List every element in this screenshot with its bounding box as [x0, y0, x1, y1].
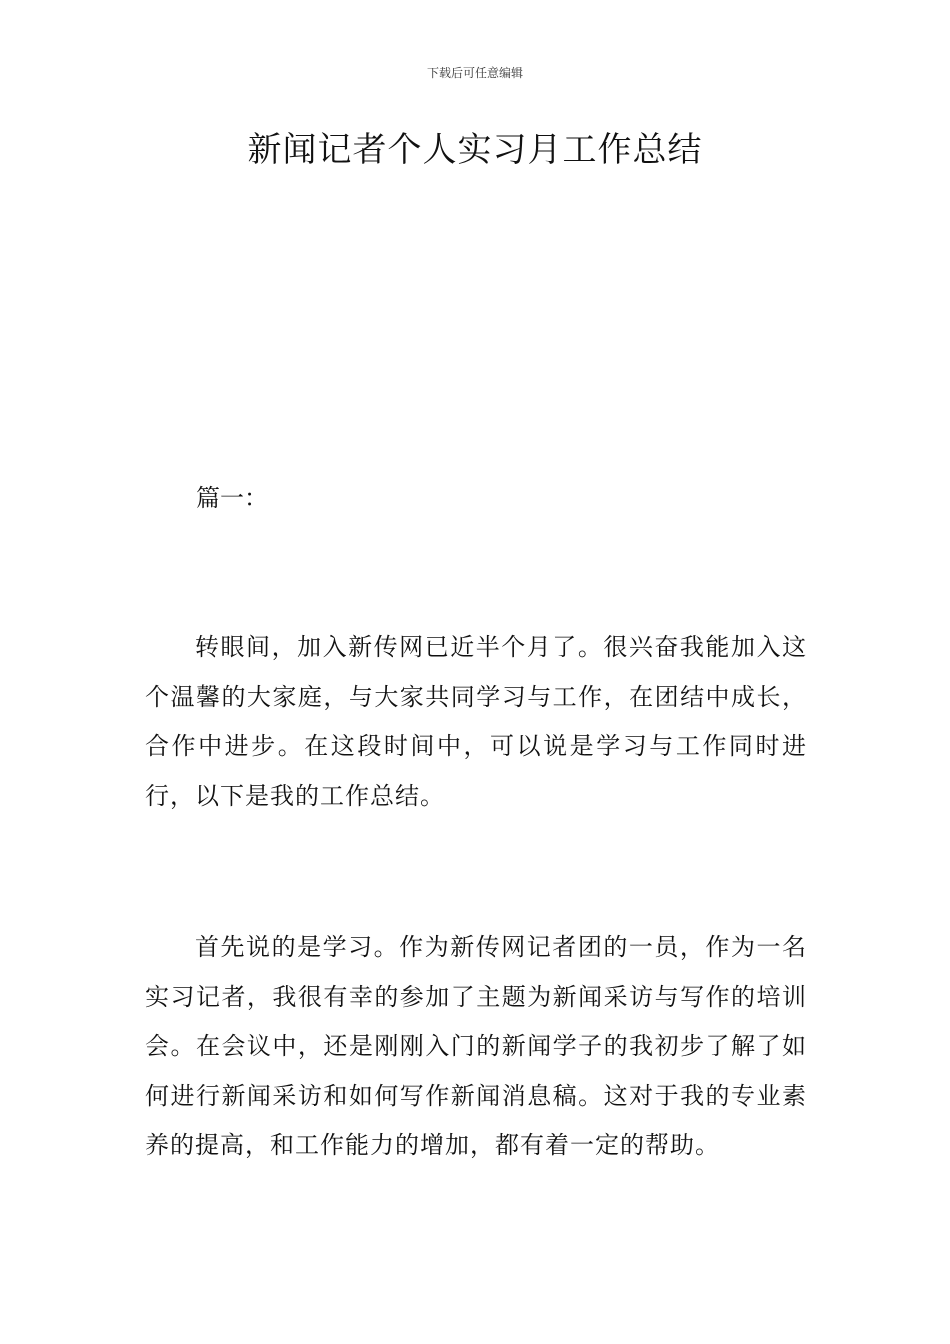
paragraph-1: 转眼间，加入新传网已近半个月了。很兴奋我能加入这个温馨的大家庭，与大家共同学习与工作，在团结中成长，合作中进步。在这段时间中，可以说是学习与工作同时进行，以下是我的工作总结。: [145, 633, 807, 810]
header-note: 下载后可任意编辑: [426, 66, 523, 80]
paragraph-2: 首先说的是学习。作为新传网记者团的一员，作为一名实习记者，我很有幸的参加了主题为新闻采访与写作的培训会。在会议中，还是刚刚入门的新闻学子的我初步了解了如何进行新闻采访和如何写作新闻消息稿。这对于我的专业素养的提高，和工作能力的增加，都有着一定的帮助。: [145, 933, 807, 1159]
document-title: 新闻记者个人实习月工作总结: [247, 130, 703, 170]
section-label: 篇一：: [196, 484, 268, 512]
